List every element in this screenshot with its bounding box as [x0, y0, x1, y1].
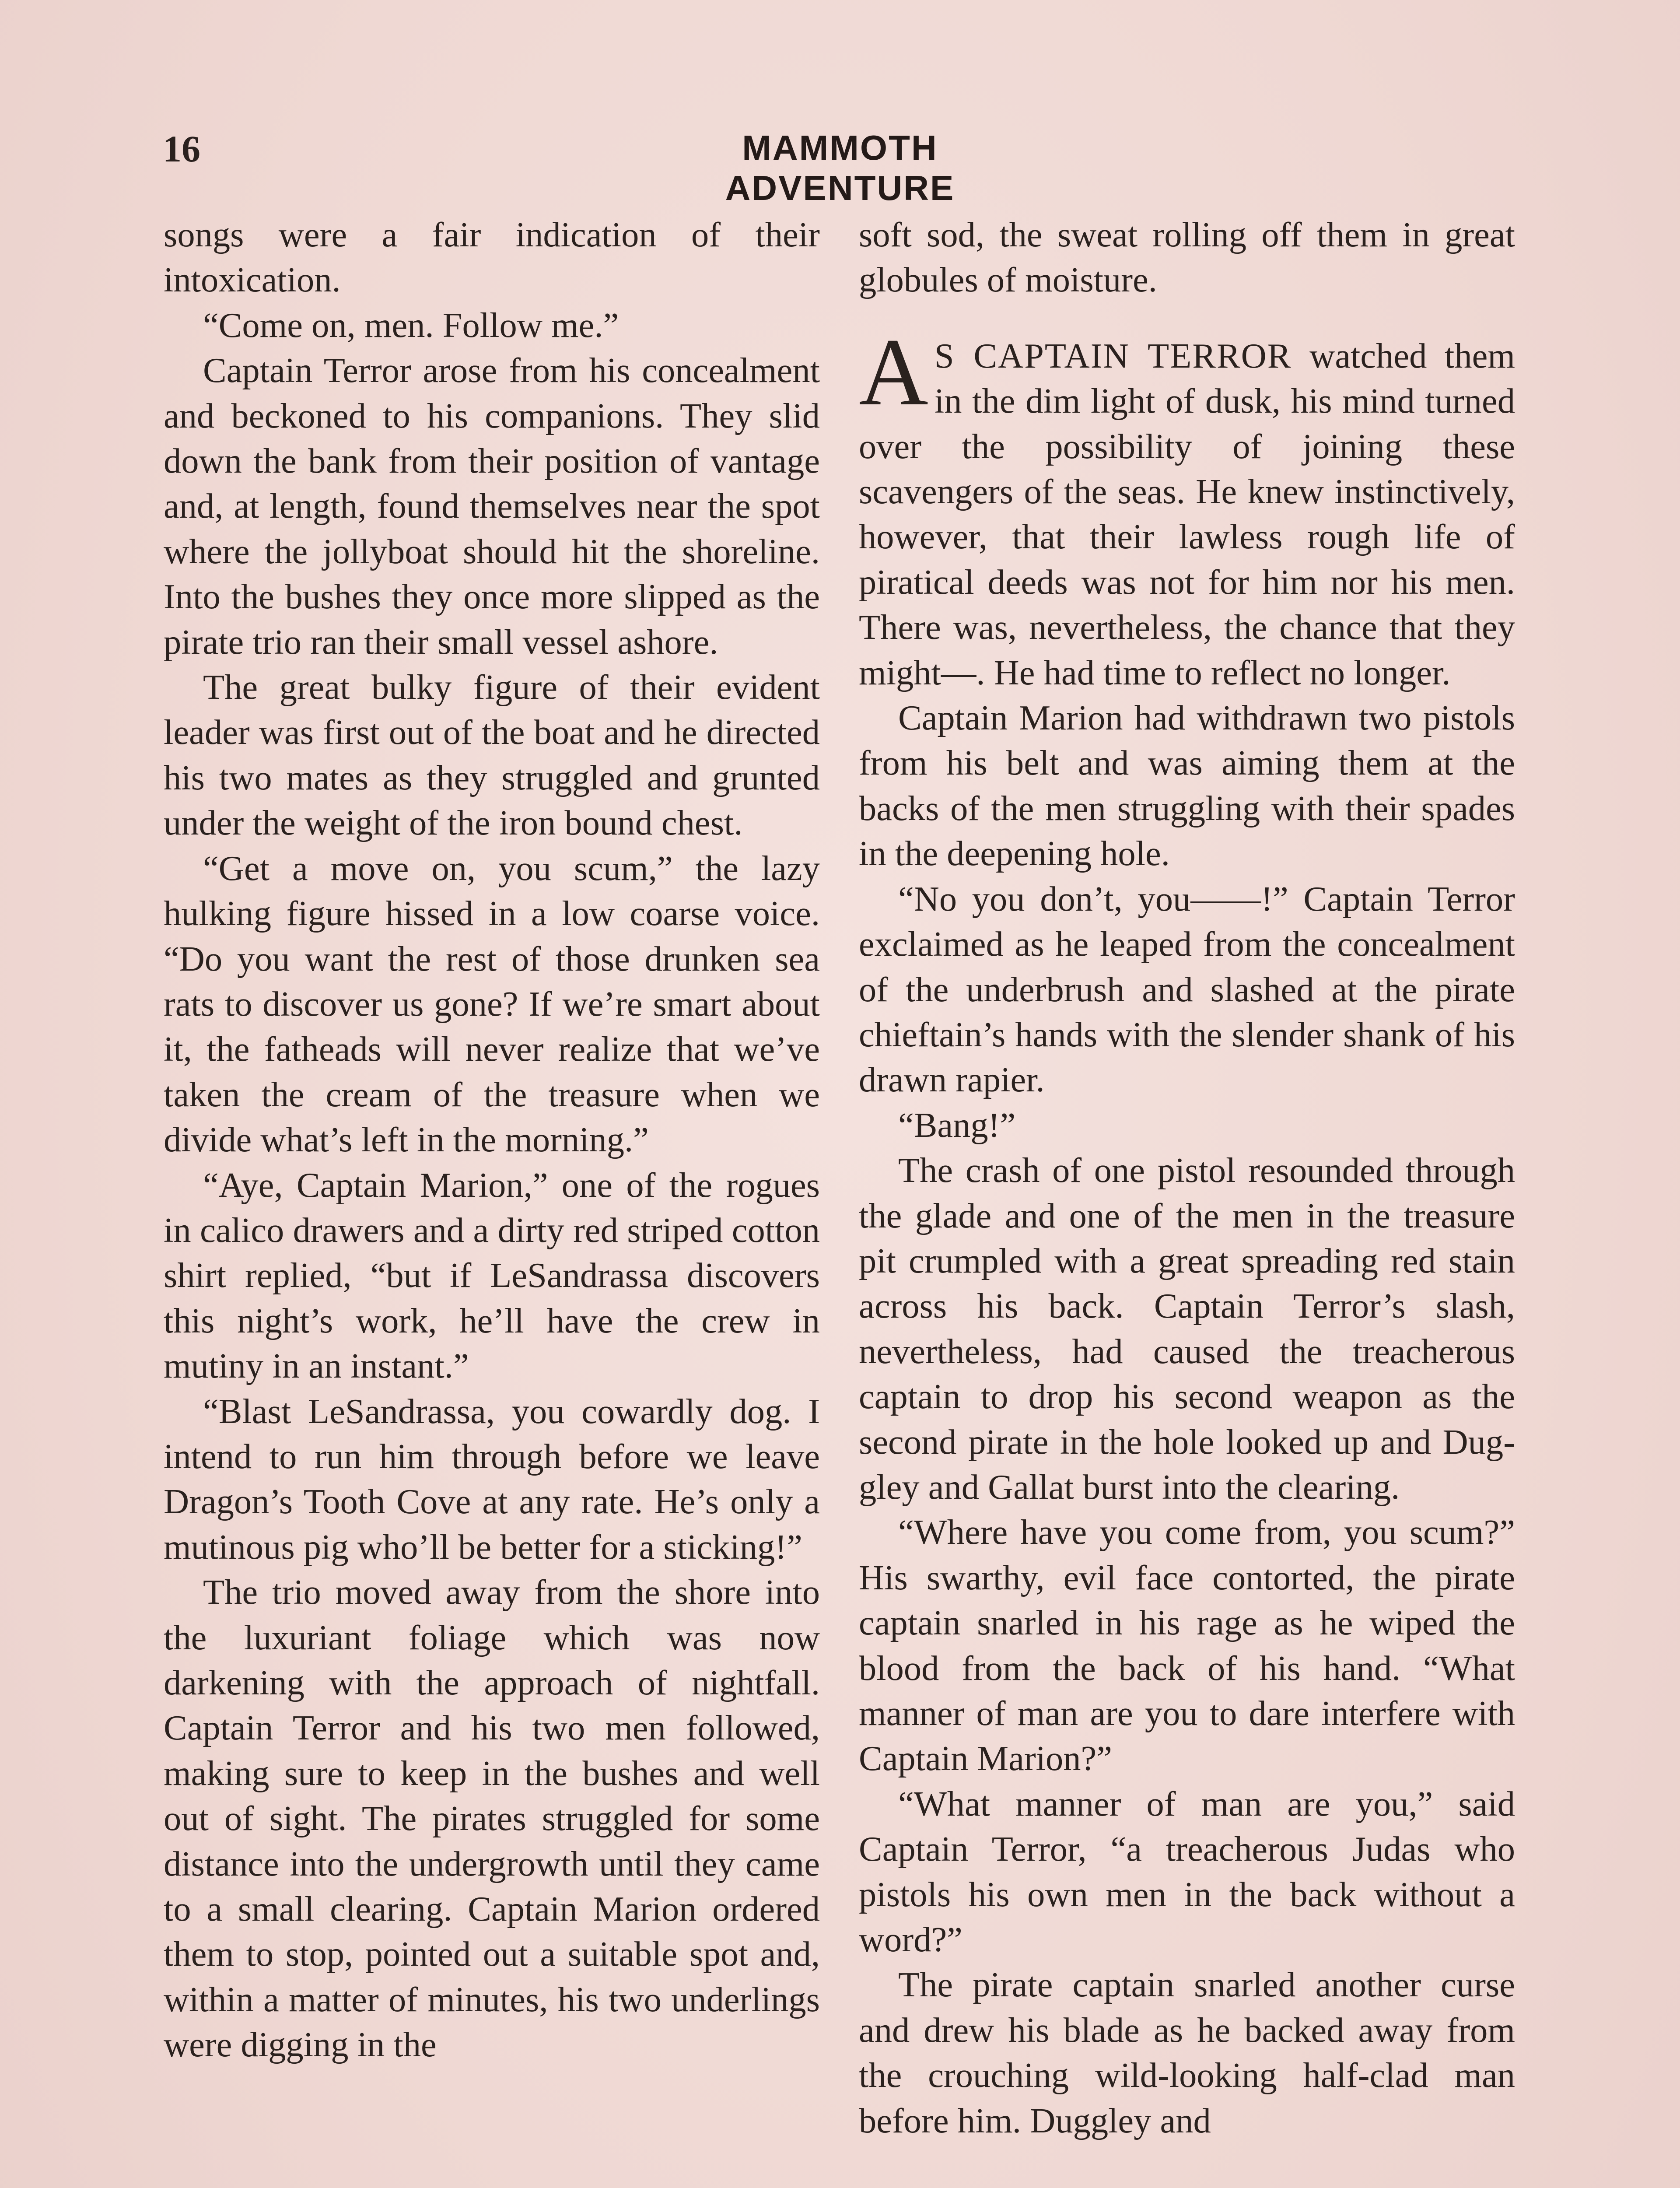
section-opening-text: watched them in the dim light of dusk, his mind turned over the possibility of joining these scavengers of the seas. He knew instinctively, however, that their lawless rough life of piratical deeds was not for him nor his men. There was, nevertheless, the chance that they might—. He had time to reflect no longer. — [859, 336, 1516, 692]
paragraph: “What manner of man are you,” said Captain Terror, “a treacherous Judas who pistols his own men in the back without a word?” — [859, 1784, 1515, 1960]
left-column — [164, 212, 820, 2068]
paragraph: Captain Marion had withdrawn two pistols from his belt and was aiming them at the backs of the men struggling with their spades in the deepening hole. — [859, 698, 1515, 873]
paragraph: “Come on, men. Follow me.” — [203, 305, 619, 345]
paragraph: Captain Terror arose from his concealment and beckoned to his companions. They slid down the bank from their position of vantage and, at length, found themselves near the spot where the jollyboat should hit the shoreline. Into the bushes they once more slipped as the pirate trio ran their small vessel ashore. — [164, 351, 820, 662]
drop-cap: A — [859, 318, 928, 425]
paragraph: “Get a move on, you scum,” the lazy hulking figure hissed in a low coarse voice. “Do you want the rest of those drunken sea rats to discover us gone? If we’re smart about it, the fatheads will never realize that we’ve taken the cream of the treasure when we divide what’s left in the morning.” — [164, 849, 820, 1160]
right-column — [859, 212, 1515, 2143]
section-opening-paragraph — [859, 318, 1516, 695]
paragraph: “Aye, Captain Marion,” one of the rogues in calico drawers and a dirty red striped cotton shirt replied, “but if LeSandrassa discovers this night’s work, he’ll have the crew in mutiny in an instant.” — [164, 1165, 820, 1386]
running-head: MAMMOTH ADVENTURE — [725, 128, 955, 207]
paragraph: “Where have you come from, you scum?” His swarthy, evil face contorted, the pirate captain snarled in his rage as he wiped the blood from the back of his hand. “What manner of man are you to dare interfere with Captain Marion?” — [859, 1513, 1515, 1778]
page-number: 16 — [163, 128, 200, 170]
paragraph: songs were a fair indication of their intoxication. — [164, 215, 820, 300]
paragraph: The crash of one pistol resounded through the glade and one of the men in the treasure pit crumpled with a great spreading red stain across his back. Captain Terror’s slash, nevertheless, had caused the treacherous captain to drop his second weapon as the second pirate in the hole looked up and Duggley and Gallat burst into the clearing. — [859, 1151, 1515, 1507]
paragraph: “Bang!” — [898, 1105, 1016, 1145]
paragraph: The great bulky figure of their evident leader was first out of the boat and he directed his two mates as they struggled and grunted under the weight of the iron bound chest. — [164, 668, 820, 843]
paragraph: “No you don’t, you——!” Captain Terror exclaimed as he leaped from the concealment of the underbrush and slashed at the pirate chieftain’s hands with the slender shank of his drawn rapier. — [859, 879, 1515, 1100]
paragraph: soft sod, the sweat rolling off them in great globules of moisture. — [859, 215, 1515, 300]
section-opening-smallcaps: S CAPTAIN TERROR — [934, 336, 1292, 375]
paragraph: The trio moved away from the shore into the luxuriant foliage which was now darkening with the approach of nightfall. Captain Terror and his two men followed, making sure to keep in the bushes and well out of sight. The pirates struggled for some distance into the undergrowth until they came to a small clearing. Captain Marion ordered them to stop, pointed out a suitable spot and, within a matter of minutes, his two underlings were digging in the — [164, 1573, 820, 2065]
paragraph: The pirate captain snarled another curse and drew his blade as he backed away from the crouching wild-looking half-clad man before him. Duggley and — [859, 1965, 1515, 2140]
paragraph: “Blast LeSandrassa, you cowardly dog. I intend to run him through before we leave Dragon’s Tooth Cove at any rate. He’s only a mutinous pig who’ll be better for a sticking!” — [164, 1392, 820, 1567]
